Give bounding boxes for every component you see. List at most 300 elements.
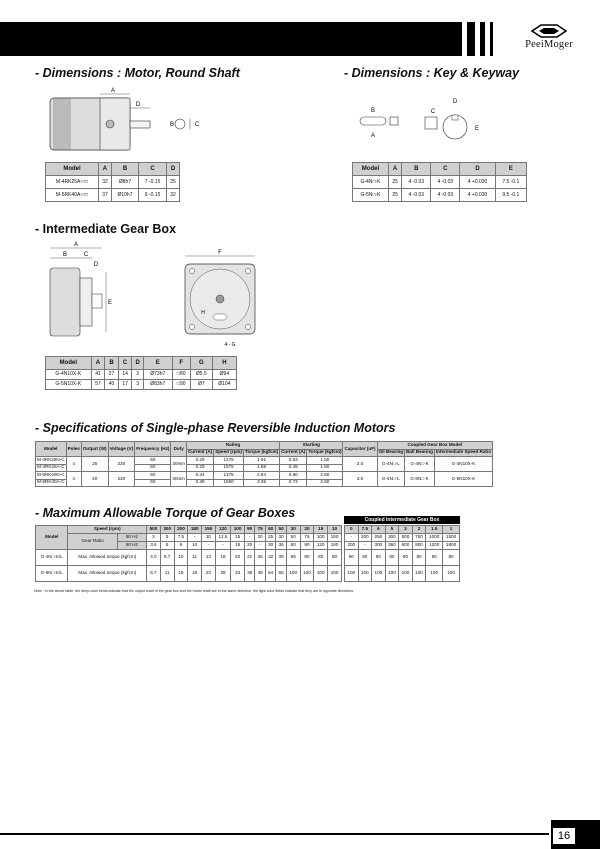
speed-cell: 300 (160, 526, 174, 534)
speed-cell: 1.5 (426, 526, 443, 534)
gearbox-dim-d: D (93, 262, 99, 268)
cell: 28 (215, 566, 230, 582)
cell: G-5N10X-K (46, 380, 92, 390)
torque-label: Max. Allowed torque (kgfcm) (68, 550, 147, 566)
cell: 25 (388, 189, 401, 202)
ratio-cell: 10 (188, 542, 202, 550)
section-title-key: - Dimensions : Key & Keyway (344, 66, 520, 80)
table-row (345, 550, 460, 566)
cell: 27 (105, 370, 119, 380)
cell: 36 (244, 566, 254, 582)
cell: 4 (66, 457, 81, 472)
cell: 1.50 (307, 464, 343, 472)
col-c: C (139, 163, 167, 176)
cell: 6.7 (160, 550, 174, 566)
table-row (36, 472, 493, 480)
cell: 100 (385, 566, 399, 582)
cell: 100 (399, 566, 413, 582)
table-row (46, 380, 237, 390)
cell: 0.80 (280, 472, 307, 480)
speed-cell: 20 (300, 526, 314, 534)
cell: 26 (255, 550, 265, 566)
cell: 45 (255, 566, 265, 582)
speed-cell: 500 (147, 526, 161, 534)
cell-model: M-5RK40A-C (36, 479, 67, 487)
torque-label: Max. Allowed torque (kgfcm) (68, 566, 147, 582)
ratio-cell: 1000 (426, 534, 443, 542)
cell: 32 (167, 189, 180, 202)
cell: Ø73h7 (144, 370, 173, 380)
cell: 4 -0.03 (402, 189, 431, 202)
col-a: A (388, 163, 401, 176)
cell: 3 (132, 380, 144, 390)
ratio-50-row (345, 534, 460, 542)
header-bar (0, 22, 462, 56)
cell: 4.0 (147, 550, 161, 566)
cell: 60 (135, 464, 171, 472)
gearbox-dim-b: B (62, 252, 68, 258)
table-note: Note : In the above table, the deep-color fields indicate that the output shaft of the gear box and the motor shaft are in the same direction, the light-color fields indicate that they are in opposite directions. (34, 589, 355, 593)
cell: 80 (358, 550, 372, 566)
gearbox-dim-c: C (83, 252, 89, 258)
brand-logo (509, 24, 589, 56)
cell: 11 (160, 566, 174, 582)
speed-row (345, 526, 460, 534)
motor-dim-d: D (135, 102, 141, 108)
cell-model: G-5N□-K/L (36, 566, 68, 582)
header-stripe-3 (490, 22, 493, 56)
cell: G-4N□-L (377, 457, 405, 472)
cell: 0.73 (280, 479, 307, 487)
cell: 65 (286, 550, 300, 566)
cell: 1650 (214, 479, 244, 487)
speed-cell: 60 (265, 526, 275, 534)
section-title-gearbox: - Intermediate Gear Box (35, 222, 177, 236)
cell: 4 -0.03 (431, 189, 460, 202)
cell: 220 (108, 457, 135, 472)
cell: 100 (345, 566, 359, 582)
cell: 4 (66, 472, 81, 487)
cell: 32 (265, 550, 275, 566)
cell: G-4N10X-K (434, 457, 492, 472)
cell: 2.0 (343, 457, 377, 472)
cell: 25 (388, 176, 401, 189)
cell: M-5RK40A-□□ (46, 189, 99, 202)
speed-cell: 90 (244, 526, 254, 534)
cell: 39 (276, 550, 286, 566)
cell: 40 (81, 472, 108, 487)
speed-cell: 50 (276, 526, 286, 534)
cell: 4 -0.03 (431, 176, 460, 189)
cell: 50 (135, 472, 171, 480)
ratio-cell: 120 (314, 542, 328, 550)
cell: 37 (99, 189, 112, 202)
col-d: D (460, 163, 495, 176)
gearbox-side-drawing (40, 240, 120, 350)
col-rating-speed: Speed (rpm) (214, 449, 244, 457)
ratio-cell: 12.5 (215, 534, 230, 542)
speed-label: Speed (rpm) (68, 526, 147, 534)
cell: 11 (188, 550, 202, 566)
hz-60: 60 Hz (117, 542, 146, 550)
ratio-cell: 180 (328, 542, 342, 550)
col-d: D (167, 163, 180, 176)
ratio-cell: 30 (265, 542, 275, 550)
ratio-cell: 3.6 (147, 542, 161, 550)
header-stripe-2 (480, 22, 485, 56)
ratio-cell: 50 (286, 534, 300, 542)
gearbox-dim-f: F (218, 250, 222, 256)
cell: 80 (345, 550, 359, 566)
cell: 100 (372, 566, 386, 582)
gearbox-dim-e: E (107, 300, 113, 306)
col-duty: Duty (171, 442, 187, 457)
cell: Ø8h7 (111, 176, 138, 189)
col-output: Output (W) (81, 442, 108, 457)
cell: 1575 (214, 464, 244, 472)
col-start-torque: Torque (kgfcm) (307, 449, 343, 457)
cell: 80 (426, 550, 443, 566)
cell: 60 (135, 479, 171, 487)
ratio-60-row (345, 542, 460, 550)
speed-cell: 0 (345, 526, 359, 534)
col-intermediate: Intermediate Speed Ratio (434, 449, 492, 457)
coupled-torque-table (344, 525, 460, 582)
ratio-cell: 750 (412, 534, 426, 542)
motor-dim-a: A (110, 88, 116, 94)
cell: 4 -0.03 (402, 176, 431, 189)
speed-cell: 10 (328, 526, 342, 534)
ratio-cell: - (188, 534, 202, 542)
cell: Ø94 (212, 370, 236, 380)
col-c: C (431, 163, 460, 176)
cell: G-4N10X-K (46, 370, 92, 380)
cell: M-4RK25A-□□ (46, 176, 99, 189)
table-header-row (46, 357, 237, 370)
ratio-cell: 10 (202, 534, 216, 542)
cell: 32 (99, 176, 112, 189)
col-e: E (144, 357, 173, 370)
cell: 80 (385, 550, 399, 566)
table-row (36, 550, 342, 566)
cell: 23 (202, 566, 216, 582)
cell: 9 -0.15 (139, 189, 167, 202)
cell: Ø7 (190, 380, 212, 390)
ratio-cell: 1200 (426, 542, 443, 550)
ratio-cell: 75 (300, 534, 314, 542)
ratio-cell: 360 (385, 542, 399, 550)
cell: 0.29 (186, 457, 213, 465)
speed-cell: 75 (255, 526, 265, 534)
cell: 20 (231, 550, 245, 566)
ratio-cell: 5 (160, 534, 174, 542)
col-a: A (91, 357, 105, 370)
col-b: B (105, 357, 119, 370)
table-header-row (36, 442, 493, 450)
speed-cell: 2 (412, 526, 426, 534)
cell: 2.60 (307, 472, 343, 480)
cell: 21 (244, 550, 254, 566)
torque-table (35, 525, 342, 582)
cell: 7.5 -0.1 (495, 176, 526, 189)
cell: Ø104 (212, 380, 236, 390)
table-row (353, 189, 527, 202)
cell: 100 (286, 566, 300, 582)
col-d: D (132, 357, 144, 370)
cell: G-5N□-K (353, 189, 389, 202)
cell: 16 (174, 566, 188, 582)
footer-line (0, 833, 549, 835)
col-voltage: Voltage (V) (108, 442, 135, 457)
cell: □80 (172, 370, 190, 380)
cell: 100 (300, 566, 314, 582)
cell: 7 -0.15 (139, 176, 167, 189)
cell: 18 (188, 566, 202, 582)
col-frequency: Frequency (Hz) (135, 442, 171, 457)
col-g: G (190, 357, 212, 370)
key-dim-d: D (452, 99, 458, 105)
col-model: Model (36, 526, 68, 550)
cell: G-4N□-K (353, 176, 389, 189)
cell: 80 (300, 550, 314, 566)
cell: 57 (91, 380, 105, 390)
cell: 100 (314, 566, 328, 582)
section-title-motor: - Dimensions : Motor, Round Shaft (35, 66, 240, 80)
cell: 3.0 (343, 472, 377, 487)
cell: 65 (276, 566, 286, 582)
ratio-cell: 1800 (443, 542, 460, 550)
cell: 100 (426, 566, 443, 582)
cell: 9.5 -0.1 (495, 189, 526, 202)
hz-50: 50 Hz (117, 534, 146, 542)
col-h: H (212, 357, 236, 370)
col-poles: Poles (66, 442, 81, 457)
col-rating-torque: Torque (kgfcm) (244, 449, 280, 457)
cell: 0.34 (186, 472, 213, 480)
col-c: C (118, 357, 132, 370)
ratio-cell: 7.5 (174, 534, 188, 542)
table-row (36, 457, 493, 465)
key-keyway-table (352, 162, 527, 202)
key-keyway-drawing (355, 95, 495, 150)
table-row (46, 189, 180, 202)
ratio-label: Gear Ratio (68, 534, 117, 550)
speed-cell: 200 (174, 526, 188, 534)
ratio-cell: 250 (372, 534, 386, 542)
ratio-cell: 25 (265, 534, 275, 542)
key-dim-c: C (430, 109, 436, 115)
logo-icon (531, 24, 567, 38)
cell: 25 (167, 176, 180, 189)
speed-cell: 7.5 (358, 526, 372, 534)
cell: 30min (171, 472, 187, 487)
ratio-cell: 900 (412, 542, 426, 550)
ratio-cell: 30 (276, 534, 286, 542)
ratio-cell: 300 (385, 534, 399, 542)
cell: 80 (399, 550, 413, 566)
page-number: 16 (553, 828, 575, 844)
col-f: F (172, 357, 190, 370)
cell: 2.60 (307, 479, 343, 487)
table-row (345, 566, 460, 582)
key-dim-b: B (370, 108, 376, 114)
col-model: Model (46, 357, 92, 370)
motor-dim-c: C (194, 122, 200, 128)
cell: 1.50 (307, 457, 343, 465)
ratio-cell: 15 (231, 534, 245, 542)
col-e: E (495, 163, 526, 176)
ratio-cell: - (202, 542, 216, 550)
cell: 0.38 (186, 479, 213, 487)
col-model: Model (36, 442, 67, 457)
ratio-cell: - (345, 534, 359, 542)
cell: □90 (172, 380, 190, 390)
coupled-gearbox-banner: Coupled Intermediate Gear Box (344, 516, 460, 524)
table-row (36, 566, 342, 582)
specifications-table (35, 441, 493, 487)
cell: 80 (443, 550, 460, 566)
speed-cell: 100 (231, 526, 245, 534)
ratio-cell: 18 (231, 542, 245, 550)
col-b: B (402, 163, 431, 176)
col-ball-bearing: Ball Bearing (405, 449, 435, 457)
brand-name: PeeiMoger (525, 39, 573, 50)
cell-model: G-4N□-K/L (36, 550, 68, 566)
speed-cell: 180 (188, 526, 202, 534)
ratio-cell: - (358, 542, 372, 550)
ratio-cell: 200 (358, 534, 372, 542)
col-model: Model (353, 163, 389, 176)
ratio-cell: 90 (300, 542, 314, 550)
ratio-cell: 20 (244, 542, 254, 550)
ratio-cell: 9 (174, 542, 188, 550)
speed-cell: 5 (385, 526, 399, 534)
header-stripe-1 (467, 22, 475, 56)
cell: 80 (372, 550, 386, 566)
motor-dim-b: B (169, 122, 175, 128)
gearbox-dim-h: H (201, 310, 205, 316)
cell: 3 (132, 370, 144, 380)
ratio-cell: 200 (345, 542, 359, 550)
col-capacitor: Capacitor (uF) (343, 442, 377, 457)
cell-model: M-4RK25N-C (36, 457, 67, 465)
speed-cell: 30 (286, 526, 300, 534)
col-oil-bearing: Oil Bearing (377, 449, 405, 457)
ratio-cell: - (255, 542, 265, 550)
table-row (46, 370, 237, 380)
cell: 17 (118, 380, 132, 390)
speed-cell: 150 (202, 526, 216, 534)
cell: 1.91 (244, 457, 280, 465)
cell: Ø5.5 (190, 370, 212, 380)
ratio-cell: 600 (399, 542, 413, 550)
ratio-cell: 100 (314, 534, 328, 542)
ratio-cell: 6 (160, 542, 174, 550)
cell: 1275 (214, 457, 244, 465)
cell: 2.84 (244, 472, 280, 480)
section-title-torque: - Maximum Allowable Torque of Gear Boxes (35, 506, 296, 520)
group-starting: Starting (280, 442, 343, 450)
speed-cell: 120 (215, 526, 230, 534)
gearbox-dim-g: 4 - G (224, 342, 236, 348)
cell: 50 (135, 457, 171, 465)
col-b: B (111, 163, 138, 176)
cell: 13 (202, 550, 216, 566)
cell: 100 (328, 566, 342, 582)
table-row (46, 176, 180, 189)
ratio-cell: 36 (276, 542, 286, 550)
cell: G-5N□-K (405, 472, 435, 487)
ratio-cell: - (215, 542, 230, 550)
col-model: Model (46, 163, 99, 176)
motor-round-shaft-drawing (40, 88, 220, 158)
cell: 100 (412, 566, 426, 582)
cell-model: M-5RK40N-C (36, 472, 67, 480)
cell-model: M-4RK25A-C (36, 464, 67, 472)
speed-row (36, 526, 342, 534)
key-dim-a: A (370, 133, 376, 139)
cell: 1.55 (244, 464, 280, 472)
cell: 6.7 (147, 566, 161, 582)
cell: G-5N□-L (377, 472, 405, 487)
col-a: A (99, 163, 112, 176)
ratio-50-row (36, 534, 342, 542)
cell: 10 (174, 550, 188, 566)
cell: 41 (91, 370, 105, 380)
speed-cell: 6 (372, 526, 386, 534)
table-header-row (46, 163, 180, 176)
speed-cell: 3 (399, 526, 413, 534)
cell: 2.36 (244, 479, 280, 487)
cell: 33 (231, 566, 245, 582)
cell: 0.49 (280, 464, 307, 472)
ratio-cell: 500 (399, 534, 413, 542)
speed-cell: 15 (314, 526, 328, 534)
cell: 100 (443, 566, 460, 582)
col-start-current: Current (A) (280, 449, 307, 457)
cell: 25 (81, 457, 108, 472)
gearbox-dimension-table (45, 356, 237, 390)
gearbox-front-drawing (175, 250, 265, 350)
table-row (353, 176, 527, 189)
section-title-specs: - Specifications of Single-phase Reversible Induction Motors (35, 421, 396, 435)
cell: 16 (215, 550, 230, 566)
motor-dimension-table (45, 162, 180, 202)
gearbox-dim-a: A (73, 242, 79, 248)
cell: 1375 (214, 472, 244, 480)
cell: 4 +0.030 (460, 176, 495, 189)
cell: 14 (118, 370, 132, 380)
ratio-cell: 300 (372, 542, 386, 550)
group-coupled: Coupled Gear Box Model (377, 442, 492, 450)
cell: 100 (358, 566, 372, 582)
cell: Ø10h7 (111, 189, 138, 202)
cell: 0.53 (280, 457, 307, 465)
cell: Ø83h7 (144, 380, 173, 390)
cell: 54 (265, 566, 275, 582)
cell: 80 (328, 550, 342, 566)
cell: 80 (412, 550, 426, 566)
ratio-cell: 20 (255, 534, 265, 542)
cell: 220 (108, 472, 135, 487)
ratio-cell: 1500 (443, 534, 460, 542)
ratio-cell: 60 (286, 542, 300, 550)
group-rating: Rating (186, 442, 279, 450)
ratio-cell: - (244, 534, 254, 542)
cell: 4 +0.030 (460, 189, 495, 202)
cell: 80 (314, 550, 328, 566)
key-dim-e: E (474, 126, 480, 132)
